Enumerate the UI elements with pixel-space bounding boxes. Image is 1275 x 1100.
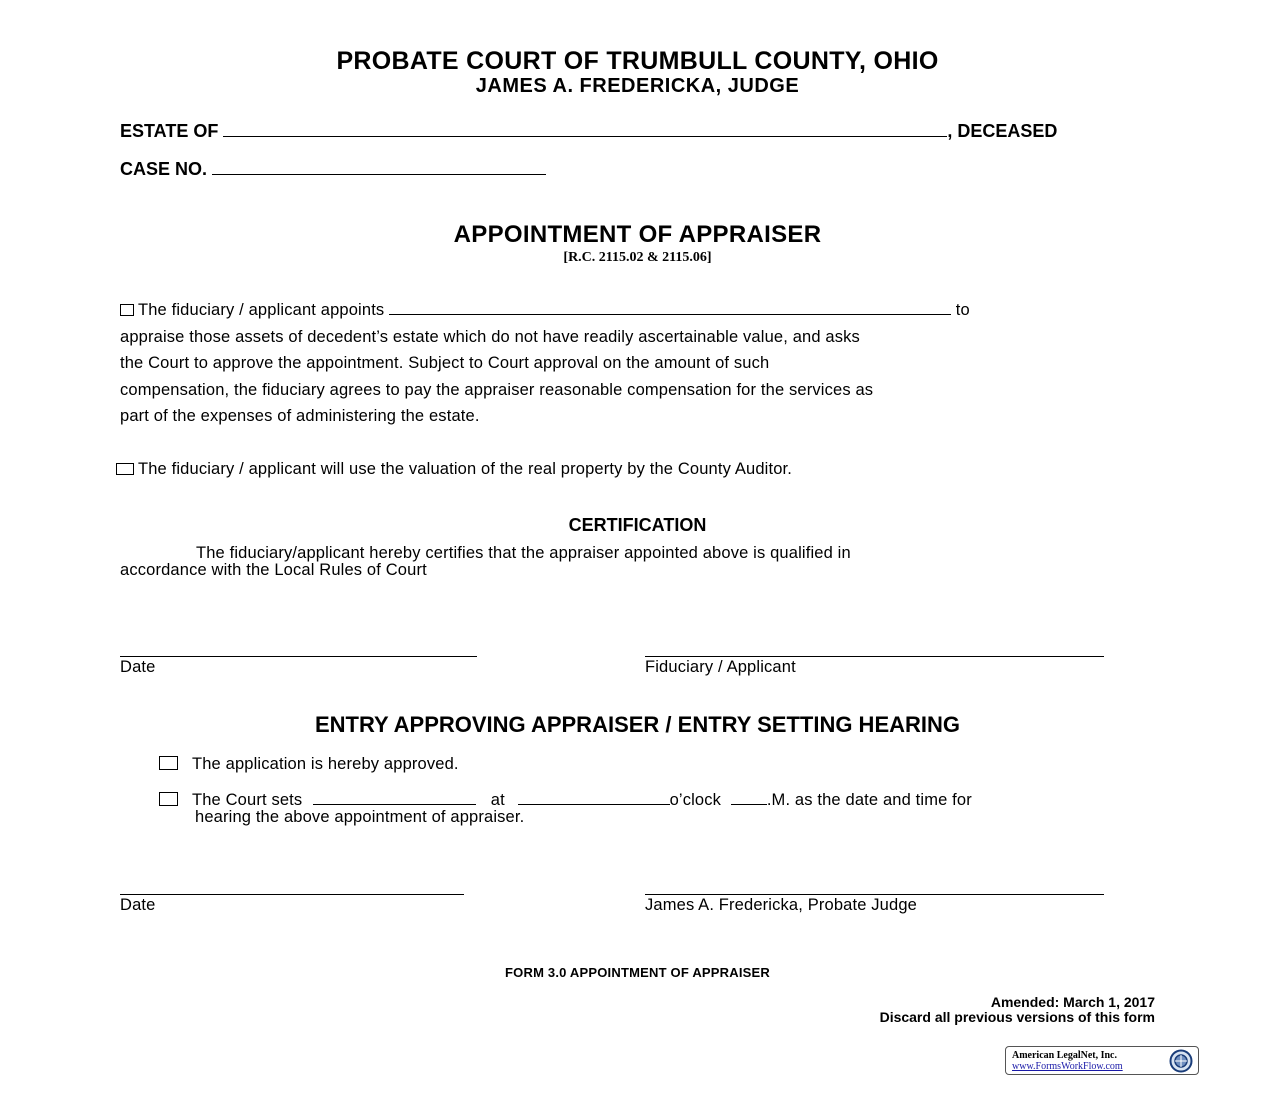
appoint-appraiser-checkbox[interactable]	[120, 304, 134, 316]
logo-url[interactable]: www.FormsWorkFlow.com	[1012, 1061, 1123, 1072]
hearing-date-field[interactable]	[313, 790, 476, 805]
entry-heading: ENTRY APPROVING APPRAISER / ENTRY SETTING HEARING	[314, 712, 960, 737]
hearing-checkbox[interactable]	[159, 792, 178, 806]
certification-heading: CERTIFICATION	[568, 515, 707, 535]
form-title: APPOINTMENT OF APPRAISER	[453, 221, 822, 248]
appoint-lead-text: The fiduciary / applicant appoints	[138, 301, 385, 319]
statute-reference: [R.C. 2115.02 & 2115.06]	[563, 250, 712, 265]
approved-checkbox[interactable]	[159, 756, 178, 770]
appoint-line-1: appraise those assets of decedent’s estate which do not have readily ascertainable value, and asks	[120, 327, 860, 346]
certification-line-2: accordance with the Local Rules of Court	[120, 561, 427, 579]
judge-name: JAMES A. FREDERICKA, JUDGE	[475, 75, 800, 97]
judge-signature-label: James A. Fredericka, Probate Judge	[645, 896, 917, 914]
judge-date-line[interactable]	[120, 894, 464, 895]
form-identifier: FORM 3.0 APPOINTMENT OF APPRAISER	[505, 965, 770, 980]
estate-label: ESTATE OF	[120, 121, 219, 141]
american-legalnet-logo	[1005, 1046, 1199, 1075]
amended-date: Amended: March 1, 2017	[990, 994, 1155, 1010]
at-text: at	[490, 791, 505, 809]
hearing-row	[159, 790, 1155, 810]
estate-name-field[interactable]	[223, 122, 947, 137]
deceased-label: , DECEASED	[947, 121, 1058, 141]
auditor-valuation-row	[116, 460, 792, 479]
appoint-line-4: part of the expenses of administering the estate.	[120, 407, 480, 425]
judge-date-label: Date	[120, 896, 156, 914]
fiduciary-label: Fiduciary / Applicant	[645, 658, 796, 676]
estate-row	[120, 121, 1057, 142]
case-row	[120, 159, 546, 180]
approved-row	[159, 755, 459, 774]
oclock-text: o’clock	[669, 791, 722, 809]
auditor-valuation-text: The fiduciary / applicant will use the valuation of the real property by the County Auditor.	[138, 460, 792, 478]
date-signature-line[interactable]	[120, 656, 477, 657]
logo-company: American LegalNet, Inc.	[1012, 1050, 1117, 1061]
case-label: CASE NO.	[120, 159, 208, 179]
auditor-valuation-checkbox[interactable]	[116, 463, 134, 475]
date-time-text: .M. as the date and time for	[766, 791, 972, 809]
hearing-line-2: hearing the above appointment of appraiser.	[195, 808, 525, 826]
approved-text: The application is hereby approved.	[192, 755, 459, 773]
case-number-field[interactable]	[212, 160, 546, 175]
appoint-line-3: compensation, the fiduciary agrees to pay the appraiser reasonable compensation for the services as	[120, 380, 874, 399]
certification-line-1: The fiduciary/applicant hereby certifies that the appraiser appointed above is qualified in	[196, 544, 851, 562]
hearing-hour-field[interactable]	[518, 790, 670, 805]
appraiser-name-field[interactable]	[389, 300, 951, 315]
appoint-line-2: the Court to approve the appointment. Subject to Court approval on the amount of such	[120, 354, 770, 372]
am-pm-field[interactable]	[731, 790, 767, 805]
court-name: PROBATE COURT OF TRUMBULL COUNTY, OHIO	[336, 47, 939, 75]
discard-notice: Discard all previous versions of this form	[879, 1009, 1155, 1025]
appoint-to-text: to	[955, 301, 970, 319]
date-label: Date	[120, 658, 156, 676]
globe-icon	[1169, 1049, 1193, 1073]
court-sets-text: The Court sets	[192, 791, 303, 809]
appoint-paragraph	[120, 297, 1160, 430]
fiduciary-signature-line[interactable]	[645, 656, 1104, 657]
judge-signature-line[interactable]	[645, 894, 1104, 895]
